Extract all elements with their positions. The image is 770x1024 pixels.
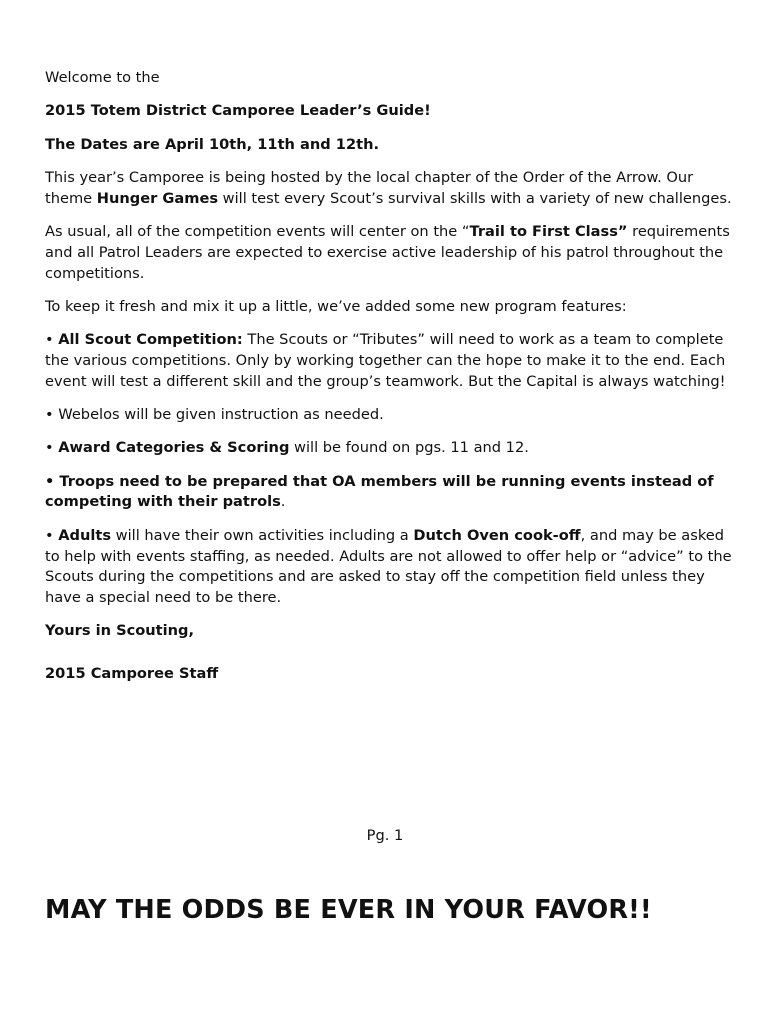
feature-all-scout-competition: • All Scout Competition: The Scouts or “Tributes” will need to work as a team to complete the various competitions. Only by working together can the hope to make it to the end. Each event will test a different skill and the group’s teamwork. But the Capital is always watching! xyxy=(45,331,726,390)
bullet-icon: • xyxy=(45,331,54,349)
feature-webelos: • Webelos will be given instruction as needed. xyxy=(45,406,384,424)
dutch-oven-cookoff: Dutch Oven cook-off xyxy=(413,526,581,544)
signoff: Yours in Scouting, xyxy=(45,622,195,640)
document-body xyxy=(45,68,735,698)
guide-title: 2015 Totem District Camporee Leader’s Guide! xyxy=(45,102,431,120)
bullet-icon: • xyxy=(45,472,55,490)
closing-banner: MAY THE ODDS BE EVER IN YOUR FAVOR!! xyxy=(45,895,652,925)
page-number: Pg. 1 xyxy=(366,827,404,844)
theme-name: Hunger Games xyxy=(96,189,219,207)
feature-award-categories: • Award Categories & Scoring will be found on pgs. 11 and 12. xyxy=(45,439,529,457)
bullet-icon: • xyxy=(45,439,54,457)
trail-to-first-class: Trail to First Class” xyxy=(469,222,628,240)
features-intro: To keep it fresh and mix it up a little, we’ve added some new program features: xyxy=(45,297,627,315)
feature-troops-notice: • Troops need to be prepared that OA members will be running events instead of competing with their patrols. xyxy=(45,472,714,511)
feature-adults: • Adults will have their own activities including a Dutch Oven cook-off, and may be asked to help with events staffing, as needed. Adults are not allowed to offer help or “advice” to the Scouts during the competitions and are asked to stay off the competition field unless they have a special need to be there. xyxy=(45,526,732,607)
intro-paragraph: This year’s Camporee is being hosted by the local chapter of the Order of the Arrow. Our theme Hunger Games will test every Scout’s survival skills with a variety of new challenges. xyxy=(45,168,732,207)
bullet-icon: • xyxy=(45,406,54,424)
welcome-line: Welcome to the xyxy=(45,69,160,86)
staff-signature: 2015 Camporee Staff xyxy=(45,665,219,683)
requirements-paragraph: As usual, all of the competition events will center on the “Trail to First Class” requirements and all Patrol Leaders are expected to exercise active leadership of his patrol throughout the competitions. xyxy=(45,222,730,282)
bullet-icon: • xyxy=(45,526,54,544)
event-dates: The Dates are April 10th, 11th and 12th. xyxy=(45,135,380,153)
